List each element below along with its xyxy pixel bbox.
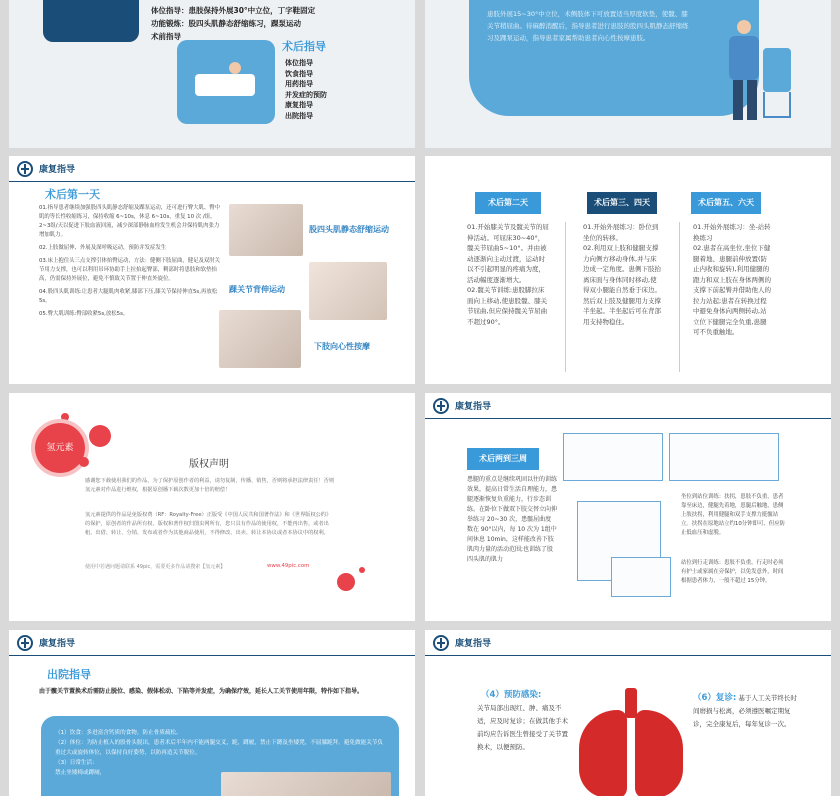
postop-item: 用药指导: [285, 80, 313, 88]
discharge-panel: [41, 716, 399, 796]
decor-dot: [61, 413, 69, 421]
brand-name: 氢元素: [46, 443, 74, 453]
spine-logo-icon: [433, 635, 449, 651]
photo-quadriceps: [229, 204, 303, 256]
caption-quadriceps: 股四头肌静态舒缩运动: [309, 225, 389, 234]
photo-strip: [221, 772, 391, 796]
discharge-item: 禁止坐矮椅或蹲厕，: [55, 770, 106, 776]
line-preop: 术前指导: [151, 32, 181, 41]
slide-header: [425, 393, 831, 419]
day1-item-2: 02.上肢做屈伸、外展及深呼吸运动，预防并发症发生: [39, 245, 167, 251]
slide-postop-day1: [9, 156, 415, 384]
discharge-intro: 由于髋关节置换术后需防止脱位、感染、假体松动、下陷等并发症，为确保疗效，延长人工关节使用年限，特作如下指导。: [39, 688, 364, 695]
day1-item-3: 03.床上抱住头三点支撑引体抬臀运动，方法：健侧下肢屈曲，健足及双肘关节用力支撑，也可以利用吊环协助手上拉抬起臀部，剩部时将患肢和软垫抬高，仍需保持外展位，避免不慎致关节置于伸直外旋位。: [39, 258, 221, 282]
diagram-stairs: [611, 557, 671, 597]
preop-illustration-panel: [43, 0, 139, 42]
postop-item: 康复指导: [285, 101, 313, 109]
brand-badge: [35, 423, 85, 473]
decor-dot: [337, 573, 355, 591]
day1-item-5: 05.臀大肌训练:臀部收紧5s,放松5s。: [39, 311, 129, 317]
caption-massage: 下肢向心性按摩: [314, 342, 370, 351]
spine-logo-icon: [17, 161, 33, 177]
infection-title: （4）预防感染:: [481, 690, 542, 700]
infection-text: 关节局部出现红、肿、痛及不适，应及时复诊；在做其他手术前均应告诉医生曾接受了关节置换术，以便预防。: [477, 704, 568, 751]
header-title: 康复指导: [455, 402, 492, 412]
note-sit-to-stand: 坐位到站位训练：扶拐，患肢不负重，患者靠至床边，健腿先着地，患腿后触地，患侧上肢扶拐，利用健腿和双手支撑力挺髋站立。扶拐在原地站立约10分钟即可，但应防止低血压和虚脱。: [681, 494, 785, 536]
position-panel: [469, 0, 759, 116]
followup-text: 基于人工关节终长时间磨损与松离，必须遵医嘱定期复诊，完全康复后，每年复诊一次。: [693, 694, 797, 728]
diagram-crutch-sit: [563, 433, 663, 481]
postop-illustration: [177, 40, 275, 124]
discharge-item: （2）体位：为防止植入的股骨头脱出，患者术后半年内不能两腿交叉，跪，蹲履，禁止下蹲及坐矮凳，不屈膝跪拜。避免做能关节负重过大或旋转体位，以保持良好姿势，以防再造关节脱位。: [55, 740, 383, 756]
col-day2-text: 01.开始膝关节及髋关节的屈伸活动。可屈床30~40°，髋关节屈曲5~10°。并由被动逐渐向主动过渡，运动时以不引起明显的疼痛为度，活动幅度逐渐增大。 02.髋关节训练:患股脚拉床面向上移动,使患股髋、膝关节屈曲,但应保持髋关节屈曲不超过90°。: [467, 223, 549, 326]
copyright-url[interactable]: www.49pic.com: [267, 563, 310, 569]
discharge-title: 出院指导: [47, 668, 91, 681]
slide-postop-days2to6: [425, 156, 831, 384]
discharge-item: （1）饮食：多进富含钙质的食物，防止骨质疏松。: [55, 730, 182, 736]
slide-postop-weeks2to3: [425, 393, 831, 621]
postop-item: 饮食指导: [285, 69, 313, 78]
copyright-p1: 感谢您下载使用我们的作品，为了保护原创作者的利益，请勿复制、传播、销售，否则将承担法律责任！否则氢元素对作品进行维权，根据原创播下载次数更加十倍的赔偿！: [85, 478, 335, 493]
day1-item-4: 04.股四头肌训练:让患者大腿肌肉收紧,膝部下压,膝关节保持伸直5s,再放松5s。: [39, 289, 218, 304]
divider: [679, 222, 680, 372]
tag-day56: 术后第五、六天: [691, 192, 761, 214]
tag-day2: 术后第二天: [475, 192, 541, 214]
discharge-item: （3）日常生活：: [55, 760, 98, 766]
header-title: 康复指导: [39, 165, 76, 175]
divider: [565, 222, 566, 372]
header-title: 康复指导: [39, 639, 76, 649]
slide-preop-guidance: [9, 0, 415, 148]
followup-title: （6）复诊:: [693, 693, 737, 703]
col-day56-text: 01.开始外展练习：坐-站转换练习 02.患者在高坐位,坐位下健腿着地、患腿前伸放置(防止内收和旋转),利用健腿的蹬力和双上肢在身体两侧的支撑下前起臀并借助他人的拉力站起;患者在转换过程中避免身体向两侧转动,站立位下健腿完全负重,患腿可不负重触地。: [693, 223, 771, 336]
decor-dot: [359, 567, 365, 573]
section-title: 术后第一天: [45, 188, 100, 201]
decor-dot: [79, 457, 89, 467]
slide-infection-followup: [425, 630, 831, 796]
postop-item: 体位指导: [285, 59, 313, 67]
doctor-illustration: [725, 14, 795, 124]
note-stand-to-walk: 站位到行走训练：患肢不负重，行走时必须有护士或家属在旁保护，以免发意外，时间根据患者体力，一般不超过 15分钟。: [681, 560, 784, 584]
lungs-icon: [575, 688, 687, 796]
caption-ankle: 踝关节背伸运动: [229, 285, 285, 294]
line-position: 体位指导：患肢保持外展30°中立位，丁字鞋固定: [151, 6, 316, 15]
slide-copyright: [9, 393, 415, 621]
copyright-p3: 使用中若遇问题请联系 49pic，需要更多作品请搜索【氢元素】: [85, 564, 226, 570]
slide-header: [9, 630, 415, 656]
slide-position-text: [425, 0, 831, 148]
header-title: 康复指导: [455, 639, 492, 649]
col-day34-text: 01.开始外展练习：卧位到坐位的转移。 02.利用双上肢和健腿支撑力向侧方移动身体,并与床边成一定角度。患侧下肢抬离床面与身体同时移动,使得双小腿能自然垂于床边。然后双上肢及健腿用力支撑半坐起。半坐起后可在背部用支持物稳住。: [583, 223, 661, 326]
copyright-p2: 氢元素提供的作品是免版权费（RF：Royalty-Free）正版受《中国人民共和国著作法》和《世界版权公约》的保护，原创者的作品所有权、版权和著作权归图虫网所有，您只具有作品的使用权，不能再出售，或者出租、出借、转让、分销、发布或者作为其他商品使用，不得修改、出卖、转让本协议或者本协议中的权利。: [85, 512, 332, 536]
spine-logo-icon: [17, 635, 33, 651]
slide-header: [9, 156, 415, 182]
photo-massage: [219, 310, 301, 368]
tag-day34: 术后第三、四天: [587, 192, 657, 214]
day1-item-1: 01.指导患者继续加强股四头肌静态舒缩及踝泵运动，还可进行臀大肌、臀中肌的等长性收缩练习，保持收缩 6~10s，休息 6~10s，重复 10 次 /组，2~3组/天以促进下肢血液回流，减少深部静脉血栓发生机会并保持肌肉张力增加肌力。: [39, 205, 221, 238]
tag-weeks: 术后两到三周: [467, 448, 539, 470]
line-exercise: 功能锻炼：股四头肌静态舒缩练习，踝泵运动: [151, 19, 301, 28]
position-text: 患肢外展15~30°中立位，术侧肢体下可放置适当厚度软垫，使髋、膝关节稍屈曲。待麻醉消醒后，指导患者进行患肢的股四头肌静态舒缩练习及踝泵运动，指导患者家属帮助患者向心性按摩患肢。: [487, 10, 689, 42]
slide-discharge: [9, 630, 415, 796]
decor-dot: [89, 425, 111, 447]
postop-item: 出院指导: [285, 111, 313, 120]
copyright-title: 版权声明: [189, 459, 229, 470]
diagram-bed: [669, 433, 779, 481]
postop-item: 并发症的预防: [285, 90, 327, 99]
weeks-text: 患腿的重点是继续巩固以往的训练效果，提高日常生活自理能力，患腿逐渐恢复负重能力，行步态训练。在卧位下做双下肢交替立向伸举练习 20~30 次，患髋屈曲度数在 90°以内，每 10 次为 1组中间休息 10min，这样能改善下肢肌肉力量的活动范围;也训练了股四头肌的肌力: [467, 476, 558, 563]
photo-ankle: [309, 262, 387, 320]
spine-logo-icon: [433, 398, 449, 414]
postop-title: 术后指导: [282, 40, 326, 53]
slide-header: [425, 630, 831, 656]
